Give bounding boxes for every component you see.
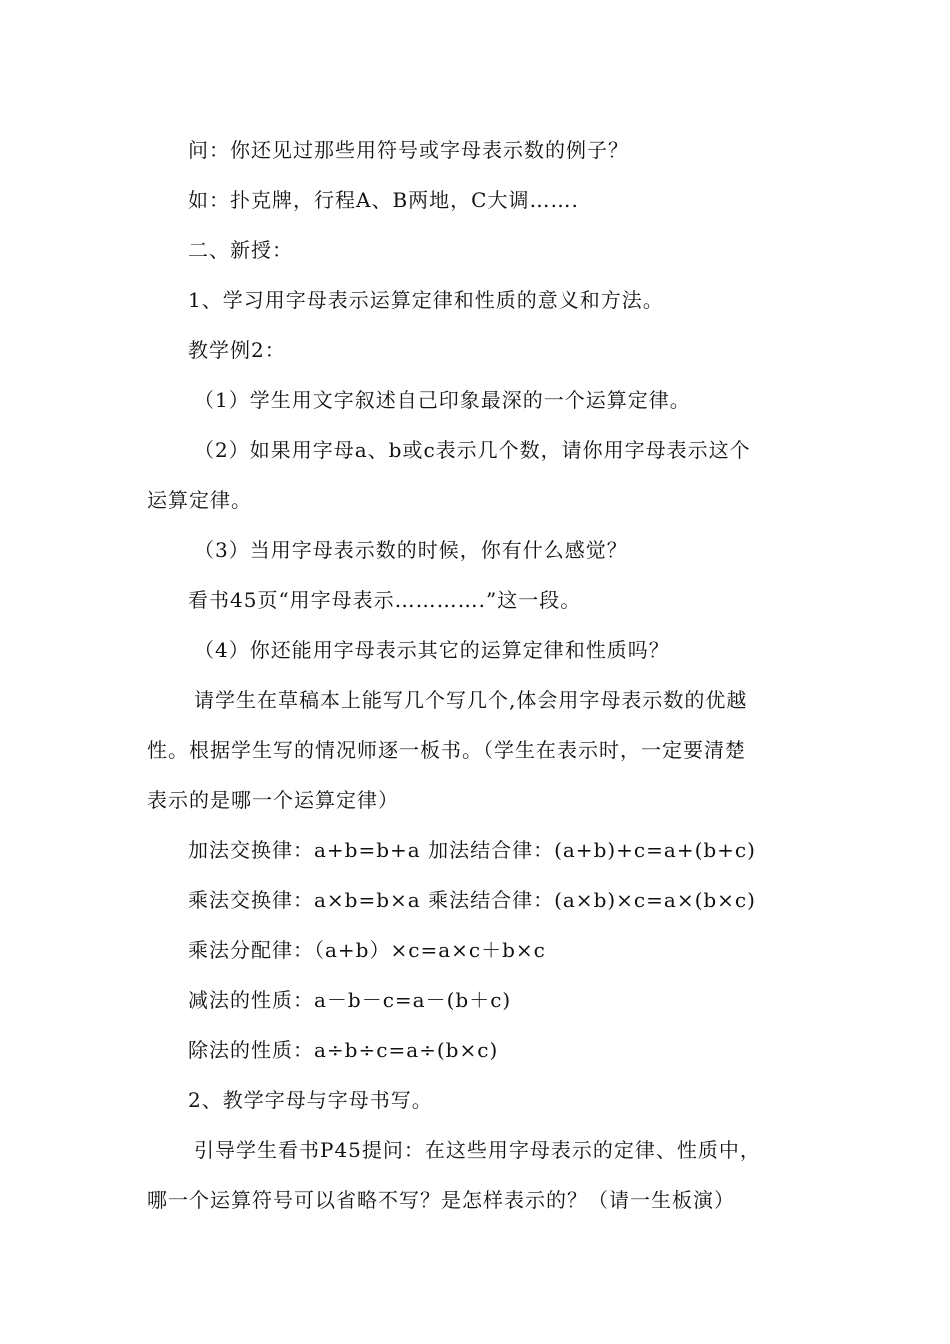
- student-activity-line: 请学生在草稿本上能写几个写几个,体会用字母表示数的优越: [194, 688, 748, 712]
- step-2-continuation: 运算定律。: [147, 488, 252, 512]
- student-activity-continuation-1: 性。根据学生写的情况师逐一板书。（学生在表示时，一定要清楚: [147, 738, 746, 762]
- step-4-line: （4）你还能用字母表示其它的运算定律和性质吗？: [194, 638, 670, 662]
- section-heading: 二、新授：: [188, 238, 293, 262]
- question-line: 问：你还见过那些用符号或字母表示数的例子？: [188, 138, 629, 162]
- multiplication-laws-line: 乘法交换律：a×b=b×a 乘法结合律：(a×b)×c=a×(b×c): [188, 888, 756, 912]
- teaching-example-label: 教学例2：: [188, 338, 286, 362]
- subtraction-property-line: 减法的性质：a－b－c=a－(b＋c): [188, 988, 512, 1012]
- addition-laws-line: 加法交换律：a+b=b+a 加法结合律：(a+b)+c=a+(b+c): [188, 838, 756, 862]
- reading-instruction: 看书45页“用字母表示………….”这一段。: [188, 588, 582, 612]
- subsection-heading-1: 1、学习用字母表示运算定律和性质的意义和方法。: [188, 288, 664, 312]
- subsection-heading-2: 2、教学字母与字母书写。: [188, 1088, 433, 1112]
- example-line: 如：扑克牌，行程A、B两地，C大调…….: [188, 188, 579, 212]
- step-2-line: （2）如果用字母a、b或c表示几个数，请你用字母表示这个: [194, 438, 751, 462]
- guidance-line: 引导学生看书P45提问：在这些用字母表示的定律、性质中，: [194, 1138, 761, 1162]
- step-3-line: （3）当用字母表示数的时候，你有什么感觉？: [194, 538, 628, 562]
- division-property-line: 除法的性质：a÷b÷c=a÷(b×c): [188, 1038, 499, 1062]
- distributive-law-line: 乘法分配律：（a+b）×c=a×c＋b×c: [188, 938, 546, 962]
- guidance-continuation: 哪一个运算符号可以省略不写？是怎样表示的？（请一生板演）: [147, 1188, 735, 1212]
- step-1-line: （1）学生用文字叙述自己印象最深的一个运算定律。: [194, 388, 691, 412]
- student-activity-continuation-2: 表示的是哪一个运算定律）: [147, 788, 399, 812]
